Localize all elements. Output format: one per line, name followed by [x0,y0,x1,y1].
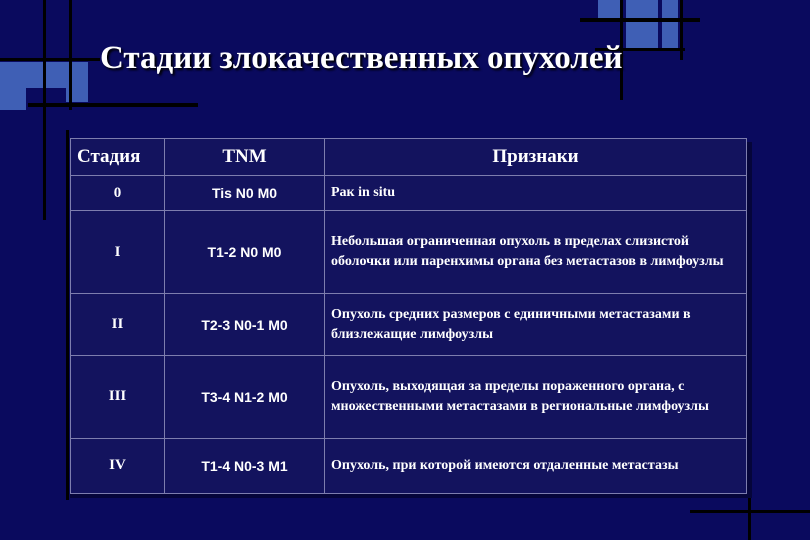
tnm-cell: T1-2 N0 M0 [165,211,325,294]
tnm-cell: Tis N0 M0 [165,176,325,211]
decor-square-top-left [0,62,26,110]
decor-vline-left-bottom [66,130,69,500]
table-row [71,211,747,294]
decor-hline-top-left [28,103,198,107]
decor-vline-left-1 [43,0,46,220]
tnm-cell: T1-4 N0-3 M1 [165,438,325,493]
stages-table [70,138,747,494]
table-row [71,176,747,211]
decor-square-top-right-4 [662,0,678,18]
header-signs: Признаки [325,139,747,176]
signs-cell: Опухоль средних размеров с единичными метастазами в близлежащие лимфоузлы [325,294,747,355]
table-header-row [71,139,747,176]
tnm-cell: T2-3 N0-1 M0 [165,294,325,355]
tnm-cell: T3-4 N1-2 M0 [165,355,325,438]
table-row [71,438,747,493]
header-stage: Стадия [71,139,165,176]
table-row [71,294,747,355]
signs-cell: Опухоль, выходящая за пределы пораженного органа, с множественными метастазами в регионaльные лимфоузлы [325,355,747,438]
stage-cell: I [71,211,165,294]
decor-square-top-right-1 [598,0,622,18]
signs-cell: Небольшая ограниченная опухоль в пределах слизистой оболочки или паренхимы органа без метастазов в лимфоузлы [325,211,747,294]
stage-cell: II [71,294,165,355]
signs-cell: Рак in situ [325,176,747,211]
table-row [71,355,747,438]
decor-square-top-right-2 [626,0,658,18]
decor-square-top-left-2 [26,62,66,88]
decor-vline-left-2 [69,0,72,110]
signs-cell: Опухоль, при которой имеются отдаленные метастазы [325,438,747,493]
decor-hline-top-left-2 [0,58,100,61]
slide-title: Стадии злокачественных опухолей [100,40,623,76]
stage-cell: IV [71,438,165,493]
stage-cell: 0 [71,176,165,211]
header-tnm: TNM [165,139,325,176]
stage-cell: III [71,355,165,438]
